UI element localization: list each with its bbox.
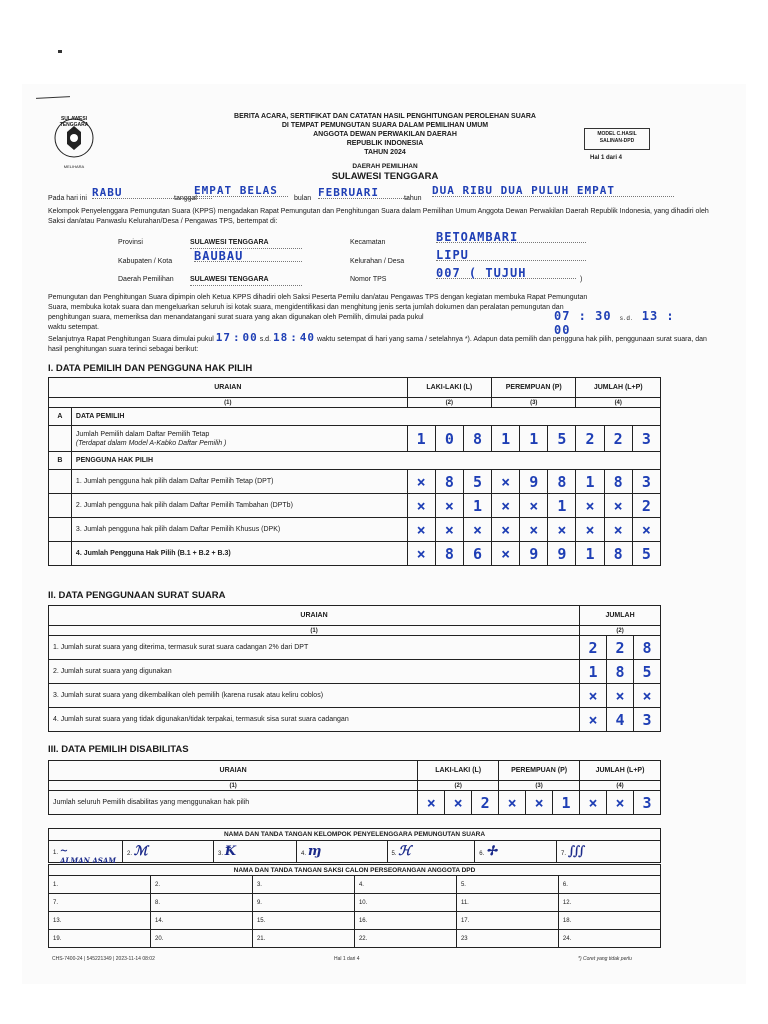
saksi-cell[interactable]: 11. [456,894,558,912]
digit-cell[interactable]: × [418,791,445,815]
dapil-label: Daerah Pemilihan [118,276,174,283]
kpu-logo [50,112,98,174]
digit-cell[interactable]: × [407,470,435,494]
count-end-hour: 18 [272,331,289,344]
digit-cell[interactable]: 2 [604,426,632,452]
hdr-uraian: URAIAN [49,761,418,781]
saksi-cell[interactable]: 19. [49,930,151,948]
row-label: 2. Jumlah surat suara yang digunakan [49,660,580,684]
saksi-cell[interactable]: 5. [456,876,558,894]
saksi-cell[interactable]: 1. [49,876,151,894]
digit-cell[interactable]: × [526,791,553,815]
logo-text: SULAWESI TENGGARA [59,116,89,128]
row-label: 1. Jumlah surat suara yang diterima, termasuk surat suara cadangan 2% dari DPT [49,636,580,660]
row-label: 1. Jumlah pengguna hak pilih dalam Daftar Pemilih Tetap (DPT) [71,470,407,494]
date-line [48,184,728,206]
time-end-minute: 00 [554,323,571,337]
table-row [49,542,661,566]
digit-cell[interactable]: 3 [632,470,660,494]
row-label: Jumlah seluruh Pemilih disabilitas yang menggunakan hak pilih [49,791,418,815]
digit-cell[interactable]: 1 [553,791,580,815]
kpps-num: 6. [479,851,485,857]
digit-cell[interactable]: 5 [634,660,661,684]
saksi-cell[interactable]: 3. [252,876,354,894]
row-label: 4. Jumlah Pengguna Hak Pilih (B.1 + B.2 + B.3) [71,542,407,566]
digit-cell[interactable]: 1 [548,494,576,518]
saksi-cell[interactable]: 14. [150,912,252,930]
provinsi-value: SULAWESI TENGGARA [190,238,302,249]
digit-cell[interactable]: × [435,518,463,542]
time-start-hour: 07 [554,309,571,323]
month-label: bulan [294,195,312,202]
digit-cell[interactable]: × [576,494,604,518]
region-value: SULAWESI TENGGARA [331,171,439,182]
region-label: DAERAH PEMILIHAN [352,163,418,170]
row-label: 3. Jumlah pengguna hak pilih dalam Daftar Pemilih Khusus (DPK) [71,518,407,542]
saksi-cell[interactable]: 16. [354,912,456,930]
digit-cell[interactable]: 8 [604,542,632,566]
spacer-cell [49,542,72,566]
count-start-hour: 17 [215,331,231,344]
kpps-signature: ℳ [133,844,148,859]
section3-title: III. DATA PEMILIH DISABILITAS [48,744,189,755]
table-row [49,470,661,494]
dpt-label [71,426,407,452]
table-row [49,660,661,684]
digit-cell[interactable]: × [520,494,548,518]
para1-end: waktu setempat. [48,324,99,331]
kpps-signature: ✢ [485,844,497,859]
digit-cell[interactable]: 0 [435,426,463,452]
digit-cell[interactable]: 9 [520,542,548,566]
digit-cell[interactable]: 4 [607,708,634,732]
col-num: (1) [49,626,580,636]
section-b-label: B [49,452,72,470]
saksi-cell[interactable]: 20. [150,930,252,948]
row-label: 3. Jumlah surat suara yang dikembalikan oleh pemilih (karena rusak atau keliru coblos) [49,684,580,708]
kpps-signature: ℋ [398,844,412,859]
digit-cell[interactable]: 8 [435,542,463,566]
para2-text-end: waktu setempat di hari yang sama / setelahnya *). Adapun data pemilih dan pengguna hak pilih, penggunaan surat suara, dan hasil penghitungan suara terinci sebagai berikut: [48,336,707,353]
para1-text: Pemungutan dan Penghitungan Suara dipimpin oleh Ketua KPPS dihadiri oleh Saksi Peserta Pemilu dan/atau Pengawas TPS dengan kegiatan membuka Rapat Pemungutan Suara, membuka kotak suara dan mengeluarkan seluruh isi kotak suara, mengidentifikasi dan menghitung jenis serta jumlah dokumen dan peralatan pemungutan dan penghitungan suara, memeriksa dan menandatangani surat suara yang akan digunakan oleh Pemilih, dimulai pada pukul [48,294,588,321]
digit-cell[interactable]: 8 [607,660,634,684]
digit-cell[interactable]: × [604,494,632,518]
digit-cell[interactable]: 1 [407,426,435,452]
digit-cell[interactable]: 6 [463,542,491,566]
section-b-title: PENGGUNA HAK PILIH [71,452,660,470]
col-num: (1) [49,398,408,408]
year-label: tahun [404,195,422,202]
hdr-perempuan: PEREMPUAN (P) [492,378,576,398]
kpps-num: 1. [53,850,59,856]
spacer-cell [49,426,72,452]
kecamatan-label: Kecamatan [350,239,386,246]
date-label: tanggal [174,195,197,202]
day-label: Pada hari ini [48,195,87,202]
col-num: (1) [49,781,418,791]
digit-cell[interactable]: × [463,518,491,542]
kpps-signature: ~ [59,846,69,857]
hdr-uraian: URAIAN [49,606,580,626]
saksi-cell[interactable]: 6. [558,876,660,894]
year-value: DUA RIBU DUA PULUH EMPAT [432,186,674,197]
kpps-sign-cell[interactable] [475,841,557,863]
spacer-cell [49,518,72,542]
row-label: 4. Jumlah surat suara yang tidak digunakan/tidak terpakai, termasuk sisa surat suara cadangan [49,708,580,732]
kecamatan-value: BETOAMBARI [436,232,586,243]
kpps-sign-cell[interactable] [557,841,661,863]
saksi-cell[interactable]: 22. [354,930,456,948]
digit-cell[interactable]: × [445,791,472,815]
kpps-num: 3. [218,851,224,857]
tps-label: Nomor TPS [350,276,387,283]
digit-cell[interactable]: × [634,684,661,708]
model-box [584,128,650,150]
section3-table [48,760,661,815]
kpps-signature: ∭ [567,844,586,859]
digit-cell[interactable]: 8 [548,470,576,494]
digit-cell[interactable]: × [520,518,548,542]
digit-cell[interactable]: 2 [576,426,604,452]
kpps-sign-cell[interactable] [296,841,387,863]
digit-cell[interactable]: × [492,494,520,518]
digit-cell[interactable]: × [407,542,435,566]
tps-close: ) [580,276,583,283]
spacer-cell [49,494,72,518]
section2-table [48,605,661,732]
section1-title: I. DATA PEMILIH DAN PENGGUNA HAK PILIH [48,363,253,374]
para2: Selanjutnya Rapat Penghitungan Suara dimulai pukul 17 : 00 s.d. 18 : 40 waktu setempat di hari yang sama / setelahnya *). Adapun data pemilih dan pengguna hak pilih, penggunaan surat suara, dan hasil penghitungan suara terinci sebagai berikut: [48,331,707,353]
title-line: DI TEMPAT PEMUNGUTAN SUARA DALAM PEMILIHAN UMUM [281,122,489,129]
digit-cell[interactable]: 3 [633,791,660,815]
tps-value: 007 ( TUJUH [436,268,576,279]
digit-cell[interactable]: 1 [520,426,548,452]
col-num: (3) [492,398,576,408]
digit-cell[interactable]: 8 [435,470,463,494]
kpps-num: 2. [127,851,133,857]
kpps-signature: ɱ [307,844,322,859]
kelurahan-value: LIPU [436,250,586,261]
digit-cell[interactable]: 5 [632,542,660,566]
digit-cell[interactable]: 3 [634,708,661,732]
count-start-minute: 00 [242,331,258,344]
section-a-title: DATA PEMILIH [71,408,660,426]
table-row [49,684,661,708]
digit-cell[interactable]: 8 [634,636,661,660]
saksi-cell[interactable]: 9. [252,894,354,912]
col-num: (4) [576,398,661,408]
saksi-cell[interactable]: 8. [150,894,252,912]
count-end-minute: 40 [299,331,316,344]
row-label: 2. Jumlah pengguna hak pilih dalam Daftar Pemilih Tambahan (DPTb) [71,494,407,518]
digit-cell[interactable]: 1 [492,426,520,452]
col-num: (2) [580,626,661,636]
digit-cell[interactable]: × [499,791,526,815]
digit-cell[interactable]: 8 [463,426,491,452]
digit-cell[interactable]: 5 [463,470,491,494]
date-value: EMPAT BELAS [194,186,288,197]
digit-cell[interactable]: × [580,708,607,732]
hdr-jumlah: JUMLAH [580,606,661,626]
table-row [49,518,661,542]
table-row [49,791,661,815]
kpps-num: 7. [561,851,567,857]
digit-cell[interactable]: × [492,542,520,566]
time-end-hour: 13 [641,309,659,323]
digit-cell[interactable]: × [407,494,435,518]
col-num: (4) [580,781,661,791]
col-num: (3) [499,781,580,791]
sd-label: s.d. [259,336,272,343]
kpps-name-1: ALMAN ASAM [60,856,117,865]
digit-cell[interactable]: 8 [604,470,632,494]
saksi-cell[interactable]: 2. [150,876,252,894]
saksi-title: NAMA DAN TANDA TANGAN SAKSI CALON PERSEORANGAN ANGGOTA DPD [49,865,661,876]
table-row [49,636,661,660]
saksi-cell[interactable]: 21. [252,930,354,948]
kpps-signature-table [48,828,661,863]
digit-cell[interactable]: × [492,470,520,494]
para1-times: 07 : 30 s.d. 13 : 00 [554,309,675,337]
section-a-label: A [49,408,72,426]
digit-cell[interactable]: × [580,684,607,708]
digit-cell[interactable]: 2 [580,636,607,660]
sd-label: s.d. [619,316,634,322]
hdr-laki: LAKI-LAKI (L) [407,378,491,398]
digit-cell[interactable]: × [580,791,607,815]
title-line: BERITA ACARA, SERTIFIKAT DAN CATATAN HASIL PENGHITUNGAN PEROLEHAN SUARA [234,113,536,120]
digit-cell[interactable]: 1 [463,494,491,518]
dapil-value: SULAWESI TENGGARA [190,275,302,286]
digit-cell[interactable]: 2 [472,791,499,815]
table-row [49,494,661,518]
digit-cell[interactable]: 1 [580,660,607,684]
logo-sub: MELIHARA [63,164,85,169]
footer-page: Hal 1 dari 4 [334,956,360,962]
saksi-signature-table [48,864,661,948]
table-row [49,708,661,732]
para2-text: Selanjutnya Rapat Penghitungan Suara dimulai pukul [48,336,214,343]
model-line: SALINAN-DPD [599,138,635,144]
kabupaten-label: Kabupaten / Kota [118,258,173,265]
kelurahan-label: Kelurahan / Desa [350,258,405,265]
footer-code: CHS-7400-24 | 545221349 | 2023-11-14 08:02 [52,956,155,962]
digit-cell[interactable]: × [548,518,576,542]
hdr-jumlah: JUMLAH (L+P) [580,761,661,781]
digit-cell[interactable]: × [632,518,660,542]
footer-note: *) Coret yang tidak perlu [578,956,632,962]
col-num: (2) [407,398,491,408]
saksi-cell[interactable]: 24. [558,930,660,948]
kpps-num: 5. [391,851,397,857]
page-mark [58,50,62,53]
para1 [48,293,598,323]
hdr-laki: LAKI-LAKI (L) [418,761,499,781]
hdr-uraian: URAIAN [49,378,408,398]
dpt-label-note: (Terdapat dalam Model A-Kabko Daftar Pemilih ) [75,439,227,447]
model-line: MODEL C.HASIL [597,131,637,137]
digit-cell[interactable]: × [435,494,463,518]
provinsi-label: Provinsi [118,239,143,246]
kpps-sign-cell[interactable] [123,841,214,863]
intro-text: Kelompok Penyelenggara Pemungutan Suara (KPPS) mengadakan Rapat Pemungutan dan Penghitungan Suara dalam Pemilihan Umum Anggota Dewan Perwakilan Daerah Republik Indonesia, yang dihadiri oleh Saksi dan/atau Panwaslu Kelurahan/Desa / Pengawas TPS, bertempat di: [48,208,709,225]
digit-cell[interactable]: × [492,518,520,542]
hdr-jumlah: JUMLAH (L+P) [576,378,661,398]
location-block [118,230,598,286]
digit-cell[interactable]: × [576,518,604,542]
time-start-minute: 30 [595,309,612,323]
digit-cell[interactable]: 1 [576,470,604,494]
kpps-signature: Ꝁ [224,844,236,859]
digit-cell[interactable]: 9 [548,542,576,566]
page-number: Hal 1 dari 4 [590,155,623,161]
section2-title: II. DATA PENGGUNAAN SURAT SUARA [48,590,226,601]
kpps-sign-cell[interactable] [387,841,475,863]
kpps-num: 4. [300,851,306,857]
dpt-label-line: Jumlah Pemilih dalam Daftar Pemilih Tetap [75,430,210,438]
kpps-sign-cell[interactable] [214,841,297,863]
saksi-cell[interactable]: 12. [558,894,660,912]
saksi-cell[interactable]: 18. [558,912,660,930]
title-line: REPUBLIK INDONESIA [346,140,424,147]
saksi-cell[interactable]: 15. [252,912,354,930]
digit-cell[interactable]: 2 [607,636,634,660]
digit-cell[interactable]: × [407,518,435,542]
saksi-cell[interactable]: 10. [354,894,456,912]
kabupaten-value: BAUBAU [194,251,302,262]
digit-cell[interactable]: × [606,791,633,815]
digit-cell[interactable]: 1 [576,542,604,566]
day-value: RABU [92,188,212,199]
digit-cell[interactable]: 5 [548,426,576,452]
saksi-cell[interactable]: 7. [49,894,151,912]
digit-cell[interactable]: × [607,684,634,708]
digit-cell[interactable]: 9 [520,470,548,494]
section1-table [48,377,661,566]
month-value: FEBRUARI [318,188,408,199]
saksi-cell[interactable]: 23 [456,930,558,948]
hdr-perempuan: PEREMPUAN (P) [499,761,580,781]
saksi-cell[interactable]: 17. [456,912,558,930]
kpps-title: NAMA DAN TANDA TANGAN KELOMPOK PENYELENGGARA PEMUNGUTAN SUARA [49,829,661,841]
title-line: ANGGOTA DEWAN PERWAKILAN DAERAH [313,131,457,138]
digit-cell[interactable]: × [604,518,632,542]
digit-cell[interactable]: 3 [632,426,660,452]
document-title [140,112,630,157]
saksi-cell[interactable]: 4. [354,876,456,894]
spacer-cell [49,470,72,494]
col-num: (2) [418,781,499,791]
title-line: TAHUN 2024 [364,149,406,156]
saksi-cell[interactable]: 13. [49,912,151,930]
digit-cell[interactable]: 2 [632,494,660,518]
